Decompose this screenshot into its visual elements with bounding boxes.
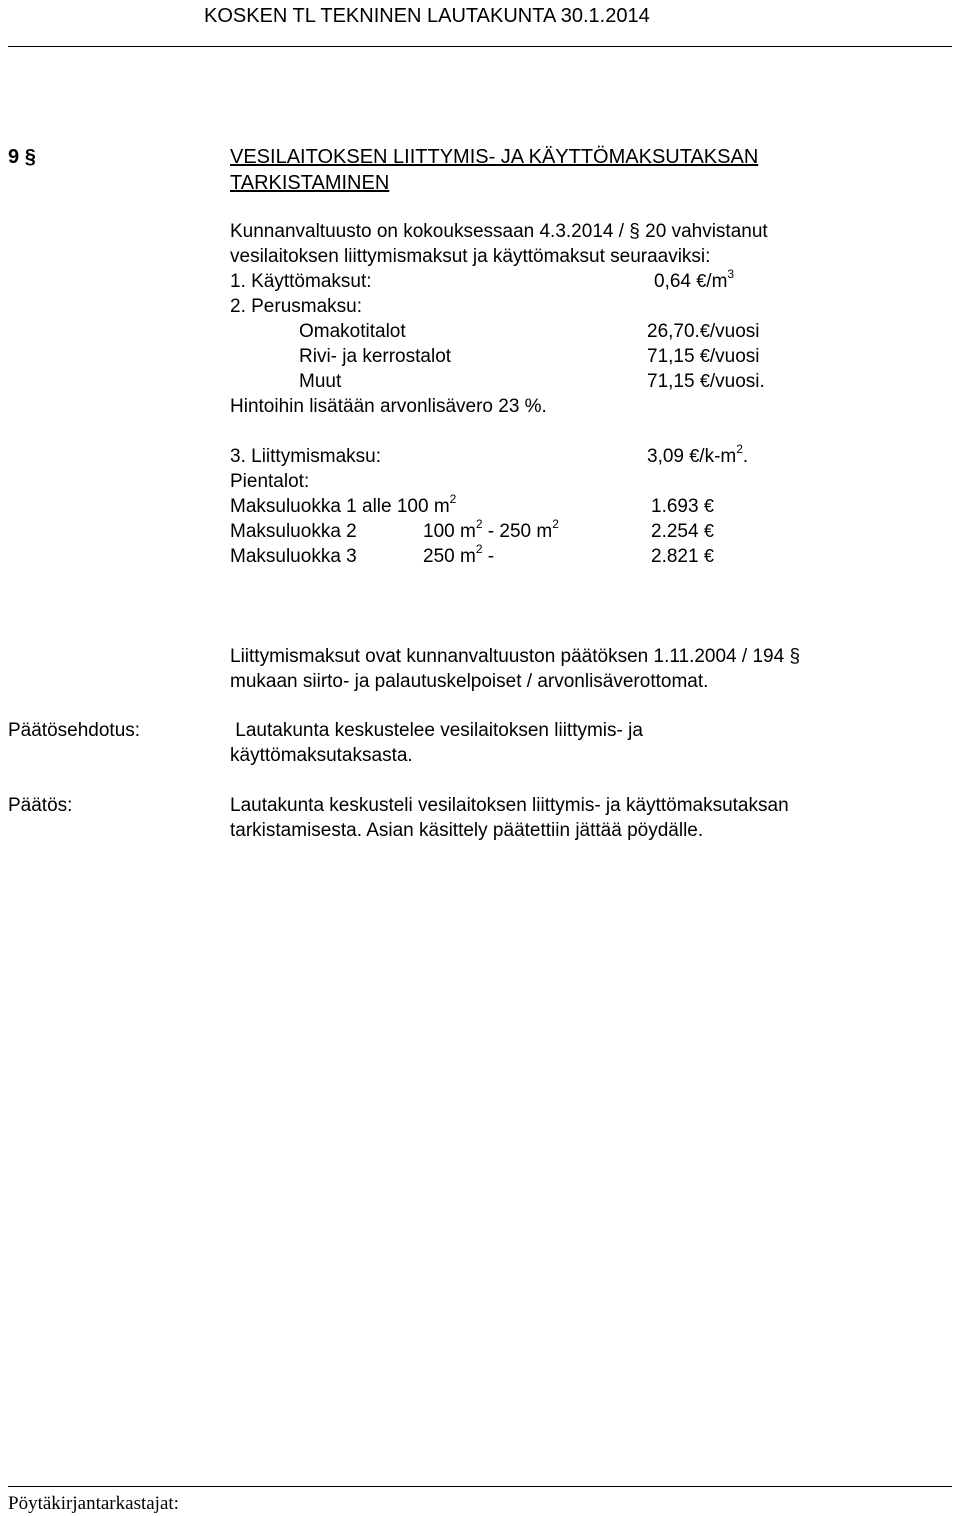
fee-class-label: Maksuluokka 2: [230, 521, 357, 542]
fee-class-value: 2.821 €: [651, 546, 714, 567]
fee-class-range: 100 $m^2 - 250$ $m^2$: [423, 516, 559, 542]
euro-symbol: €: [699, 371, 710, 391]
document-header-title: KOSKEN TL TEKNINEN LAUTAKUNTA 30.1.2014: [204, 5, 650, 27]
fee-class-label: Maksuluokka 3: [230, 546, 357, 567]
paragraph-symbol: §: [789, 646, 801, 667]
euro-symbol: €: [696, 271, 707, 291]
euro-symbol: €: [699, 346, 710, 366]
usage-fee-label: 1. Käyttömaksut:: [230, 271, 372, 292]
section-title-line-2: TARKISTAMINEN: [230, 172, 390, 194]
connection-fee-value: 3,09 $€/k-m^2$.: [647, 441, 749, 467]
base-fee-row-name: Omakotitalot: [299, 321, 406, 342]
section-number: 9 §: [8, 146, 36, 168]
fee-class-value: 2.254 €: [651, 521, 714, 542]
connection-fee-note-line-2: mukaan siirto- ja palautuskelpoiset / arvonlisäverottomat.: [230, 671, 709, 692]
connection-fee-label: 3. Liittymismaksu:: [230, 446, 381, 467]
fee-class-value: 1.693 €: [651, 496, 714, 517]
paragraph-symbol: §: [24, 146, 36, 168]
decision-line-1: Lautakunta keskusteli vesilaitoksen liittymis- ja käyttömaksutaksan: [230, 795, 789, 816]
connection-fee-sub-label: Pientalot:: [230, 471, 310, 492]
fee-class-range: 250 $m^2$ -: [423, 541, 495, 567]
decision-line-2: tarkistamisesta. Asian käsittely päätettiin jättää pöydälle.: [230, 820, 704, 841]
section-title-line-1: VESILAITOKSEN LIITTYMIS- JA KÄYTTÖMAKSUTAKSAN: [230, 146, 759, 168]
base-fee-row-name: Muut: [299, 371, 342, 392]
proposal-line-1: Lautakunta keskustelee vesilaitoksen liittymis- ja: [230, 720, 643, 741]
paragraph-symbol: §: [629, 221, 640, 242]
connection-fee-note-line-1: Liittymismaksut ovat kunnanvaltuuston päätöksen 1.11.2004 / 194 §: [230, 646, 801, 667]
base-fee-label: 2. Perusmaksu:: [230, 296, 362, 317]
base-fee-row-value: 71,15 €/vuosi.: [647, 371, 765, 392]
base-fee-row-value: 26,70.€/vuosi: [647, 321, 760, 342]
vat-note: Hintoihin lisätään arvonlisävero 23 %.: [230, 396, 547, 417]
base-fee-row-value: 71,15 €/vuosi: [647, 346, 760, 367]
euro-symbol: €: [703, 521, 714, 541]
usage-fee-value: 0,64 $€/m^3$: [654, 266, 735, 292]
proposal-label: Päätösehdotus:: [8, 720, 141, 741]
euro-symbol: €: [703, 546, 714, 566]
euro-symbol: €: [689, 446, 700, 466]
fee-class-label: Maksuluokka 1 alle 100 $m^2$: [230, 491, 457, 517]
euro-symbol: €: [703, 496, 714, 516]
decision-label: Päätös:: [8, 795, 73, 816]
footer-label: Pöytäkirjantarkastajat:: [8, 1493, 179, 1514]
base-fee-row-name: Rivi- ja kerrostalot: [299, 346, 452, 367]
euro-symbol: €: [699, 321, 710, 341]
intro-line-2: vesilaitoksen liittymismaksut ja käyttömaksut seuraaviksi:: [230, 246, 711, 267]
proposal-line-2: käyttömaksutaksasta.: [230, 745, 413, 766]
footer-rule: [8, 1486, 952, 1487]
header-rule: [8, 46, 952, 47]
intro-line-1: Kunnanvaltuusto on kokouksessaan 4.3.2014 / § 20 vahvistanut: [230, 221, 768, 242]
